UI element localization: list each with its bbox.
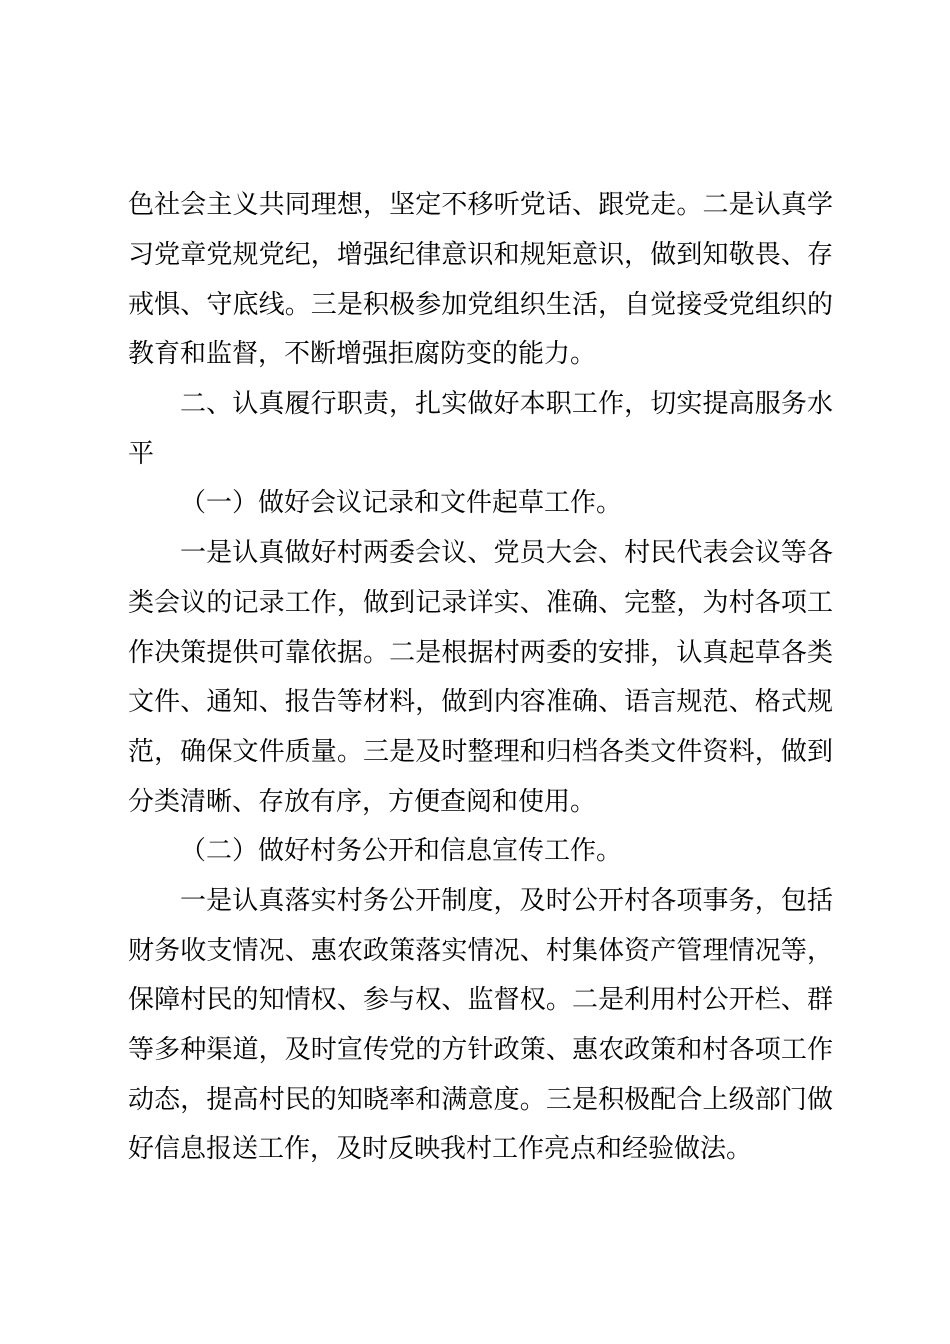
subsection-heading: （一）做好会议记录和文件起草工作。 — [180, 488, 623, 518]
body-text-line: 习党章党规党纪，增强纪律意识和规矩意识，做到知敬畏、存 — [128, 240, 833, 270]
body-text-line: 一是认真做好村两委会议、党员大会、村民代表会议等各 — [180, 538, 833, 568]
body-text-line: 分类清晰、存放有序，方便查阅和使用。 — [128, 787, 597, 817]
body-text-line: 类会议的记录工作，做到记录详实、准确、完整，为村各项工 — [128, 588, 833, 618]
body-text-line: 好信息报送工作，及时反映我村工作亮点和经验做法。 — [128, 1134, 753, 1164]
body-text-line: 范，确保文件质量。三是及时整理和归档各类文件资料，做到 — [128, 737, 833, 767]
body-text-line: 色社会主义共同理想，坚定不移听党话、跟党走。二是认真学 — [128, 190, 833, 220]
body-text-line: 戒惧、守底线。三是积极参加党组织生活，自觉接受党组织的 — [128, 290, 833, 320]
section-heading: 二、认真履行职责，扎实做好本职工作，切实提高服务水 — [180, 389, 833, 419]
body-text-line: 作决策提供可靠依据。二是根据村两委的安排，认真起草各类 — [128, 638, 833, 668]
subsection-heading: （二）做好村务公开和信息宣传工作。 — [180, 836, 623, 866]
section-heading-continuation: 平 — [128, 439, 155, 469]
body-text-line: 保障村民的知情权、参与权、监督权。二是利用村公开栏、群 — [128, 985, 833, 1015]
body-text-line: 一是认真落实村务公开制度，及时公开村各项事务，包括 — [180, 886, 833, 916]
body-text-line: 等多种渠道，及时宣传党的方针政策、惠农政策和村各项工作 — [128, 1035, 833, 1065]
body-text-line: 财务收支情况、惠农政策落实情况、村集体资产管理情况等， — [128, 936, 833, 966]
body-text-line: 动态，提高村民的知晓率和满意度。三是积极配合上级部门做 — [128, 1085, 833, 1115]
body-text-line: 教育和监督，不断增强拒腐防变的能力。 — [128, 339, 597, 369]
body-text-line: 文件、通知、报告等材料，做到内容准确、语言规范、格式规 — [128, 687, 833, 717]
